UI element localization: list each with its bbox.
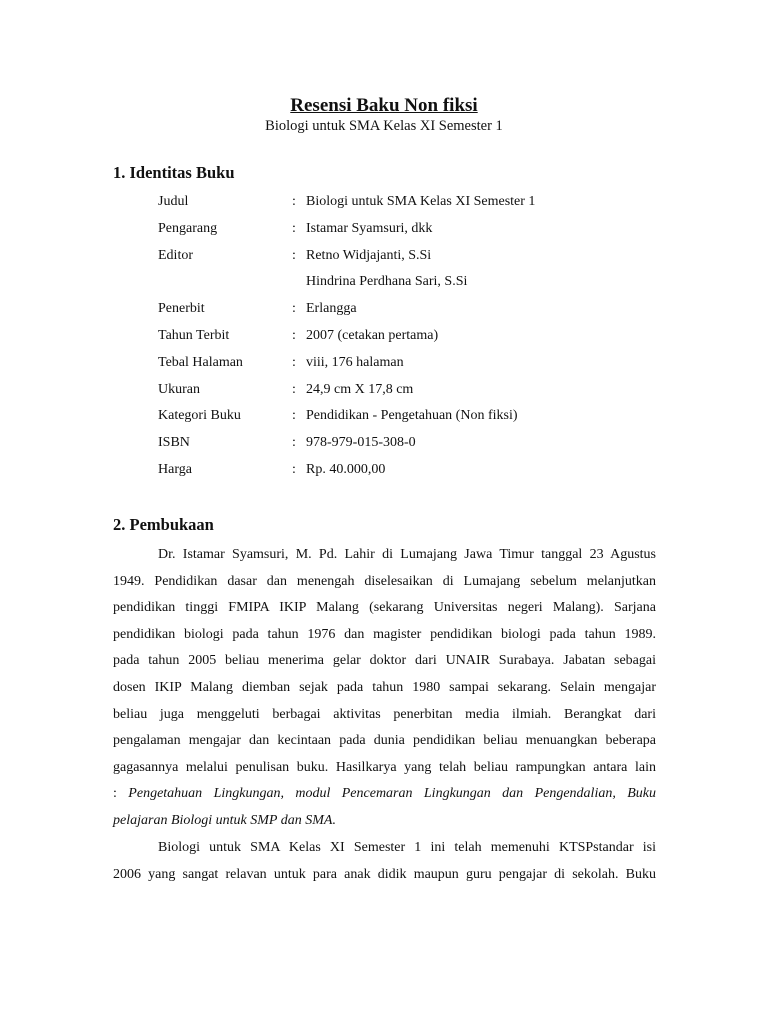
document-subtitle: Biologi untuk SMA Kelas XI Semester 1 [265, 118, 503, 134]
identity-value: Istamar Syamsuri, dkk [306, 220, 433, 236]
identity-row [158, 192, 608, 219]
identity-value: Rp. 40.000,00 [306, 461, 386, 477]
paragraph-line: Dr. Istamar Syamsuri, M. Pd. Lahir di Lumajang Jawa Timur tanggal 23 Agustus [158, 547, 656, 562]
identity-colon: : [292, 381, 296, 397]
identity-value: 2007 (cetakan pertama) [306, 327, 439, 343]
identity-colon: : [292, 247, 296, 263]
paragraph-line: pengalaman mengajar dan kecintaan pada dunia pendidikan beliau menuangkan beberapa [113, 733, 656, 749]
paragraph-author-bio [113, 545, 656, 838]
identity-value: Hindrina Perdhana Sari, S.Si [306, 274, 468, 290]
identity-row [158, 460, 608, 487]
identity-row [158, 406, 608, 433]
identity-colon: : [292, 301, 296, 317]
identity-row [158, 433, 608, 460]
identity-label: Pengarang [158, 220, 218, 236]
identity-row [158, 246, 608, 273]
paragraph-line: pendidikan biologi pada tahun 1976 dan magister pendidikan biologi pada tahun 1989. [113, 626, 656, 642]
identity-colon: : [292, 220, 296, 236]
identity-row [158, 326, 608, 353]
works-prefix: : [113, 786, 129, 802]
identity-label: Tahun Terbit [158, 327, 230, 343]
paragraph-line: beliau juga menggeluti berbagai aktivitas penerbitan media ilmiah. Berangkat dari [113, 706, 656, 722]
identity-value: viii, 176 halaman [306, 354, 404, 370]
section-heading-identitas: 1. Identitas Buku [113, 163, 235, 182]
identity-value: 24,9 cm X 17,8 cm [306, 381, 414, 397]
identity-label: Ukuran [158, 381, 200, 397]
identity-label: Kategori Buku [158, 408, 241, 424]
identity-row [158, 272, 608, 299]
identity-colon: : [292, 194, 296, 209]
identity-colon: : [292, 461, 296, 477]
identity-value: Biologi untuk SMA Kelas XI Semester 1 [306, 194, 536, 209]
identity-row [158, 380, 608, 407]
paragraph-line: Biologi untuk SMA Kelas XI Semester 1 ini telah memenuhi KTSPstandar isi [158, 840, 656, 855]
paragraph-book-description [113, 838, 656, 891]
identity-value: Retno Widjajanti, S.Si [306, 247, 432, 263]
identity-colon: : [292, 435, 296, 451]
identity-label: ISBN [158, 435, 190, 451]
paragraph-line: pada tahun 2005 beliau menerima gelar doktor dari UNAIR Surabaya. Jabatan sebagai [113, 653, 656, 669]
paragraph-line: gagasannya melalui penulisan buku. Hasilkarya yang telah beliau rampungkan antara lain [113, 759, 656, 775]
identity-row [158, 353, 608, 380]
paragraph-line: dosen IKIP Malang diemban sejak pada tahun 1980 sampai sekarang. Selain mengajar [113, 679, 656, 695]
identity-colon: : [292, 408, 296, 424]
identity-value: Erlangga [306, 301, 357, 317]
identity-row [158, 299, 608, 326]
paragraph-line: 1949. Pendidikan dasar dan menengah diselesaikan di Lumajang sebelum melanjutkan [113, 573, 656, 589]
paragraph-line-works [113, 784, 656, 811]
works-list-italic: Pengetahuan Lingkungan, modul Pencemaran Lingkungan dan Pengendalian, Buku [128, 786, 656, 802]
identity-colon: : [292, 327, 296, 343]
identity-label: Tebal Halaman [158, 354, 243, 370]
section-heading-pembukaan: 2. Pembukaan [113, 515, 214, 534]
identity-label: Editor [158, 247, 193, 263]
paragraph-line: 2006 yang sangat relavan untuk para anak didik maupun guru pengajar di sekolah. Buku [113, 866, 656, 882]
identity-value: 978-979-015-308-0 [306, 435, 416, 451]
document-title: Resensi Baku Non fiksi [290, 95, 478, 116]
paragraph-line: pendidikan tinggi FMIPA IKIP Malang (sekarang Universitas negeri Malang). Sarjana [113, 600, 656, 616]
identity-colon: : [292, 354, 296, 370]
book-identity-table [158, 192, 608, 487]
paragraph-line-works-end: pelajaran Biologi untuk SMP dan SMA. [113, 812, 336, 828]
identity-row [158, 219, 608, 246]
identity-label: Penerbit [158, 301, 205, 317]
identity-label: Judul [158, 194, 189, 209]
identity-label: Harga [158, 461, 192, 477]
identity-value: Pendidikan - Pengetahuan (Non fiksi) [306, 408, 518, 424]
